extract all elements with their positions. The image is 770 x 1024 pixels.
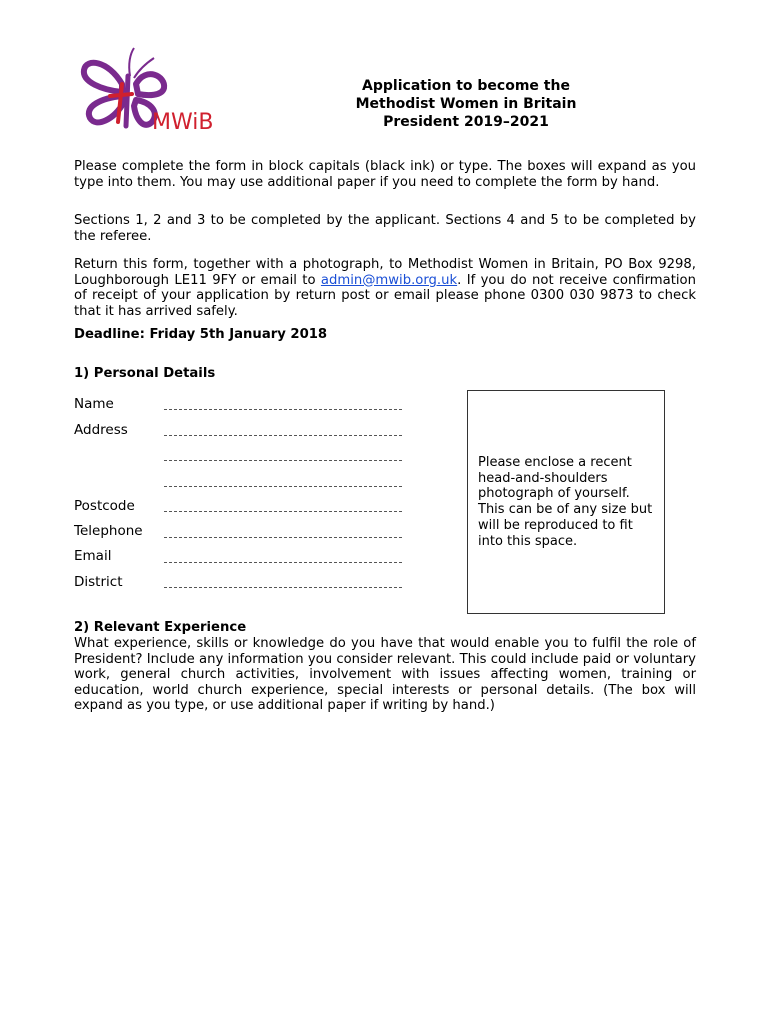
email-label: Email — [74, 548, 112, 564]
address-field-line-3[interactable] — [164, 486, 402, 487]
section-1-heading: 1) Personal Details — [74, 366, 216, 381]
address-field-line-1[interactable] — [164, 435, 402, 436]
title-line-3: President 2019–2021 — [383, 114, 549, 130]
return-text: Return this form, together with a photograph, to Methodist Women in Britain, PO Box 9298, Loughborough LE11 9FY or email to — [74, 257, 696, 288]
address-field-line-2[interactable] — [164, 460, 402, 461]
mwib-logo — [78, 46, 228, 138]
telephone-field[interactable] — [164, 537, 402, 538]
photo-box[interactable] — [467, 390, 665, 614]
logo-wordmark: MWiB — [152, 110, 214, 135]
email-link[interactable]: admin@mwib.org.uk — [320, 272, 458, 288]
section-2-heading: 2) Relevant Experience — [74, 620, 247, 635]
page-title — [300, 77, 632, 131]
deadline: Deadline: Friday 5th January 2018 — [74, 327, 328, 342]
telephone-label: Telephone — [74, 523, 143, 539]
postcode-label: Postcode — [74, 498, 135, 514]
section-2-description: What experience, skills or knowledge do you have that would enable you to fulfil the role of President? Include any information you consider relevant. This could include paid or voluntary work, general church activities, involvement with issues affecting women, training or education, world church experience, special interests or personal details. (The box will expand as you type, or use additional paper if writing by hand.) — [74, 636, 696, 714]
photo-instructions: Please enclose a recent head-and-shoulders photograph of yourself. This can be of any size but will be reproduced to fit into this space. — [478, 455, 653, 549]
district-field[interactable] — [164, 587, 402, 588]
postcode-field[interactable] — [164, 511, 402, 512]
name-field[interactable] — [164, 409, 402, 410]
confirmation-text: . If you do not receive confirmation of receipt of your application by return post or email please phone 0300 030 9873 to check that it has arrived safely. — [74, 272, 696, 319]
title-line-1: Application to become the — [362, 78, 570, 94]
intro-paragraph-3 — [74, 257, 696, 319]
name-label: Name — [74, 396, 114, 412]
email-field[interactable] — [164, 562, 402, 563]
district-label: District — [74, 574, 123, 590]
title-line-2: Methodist Women in Britain — [355, 96, 577, 112]
address-label: Address — [74, 422, 128, 438]
intro-paragraph-1: Please complete the form in block capitals (black ink) or type. The boxes will expand as you type into them. You may use additional paper if you need to complete the form by hand. — [74, 159, 696, 190]
intro-paragraph-2: Sections 1, 2 and 3 to be completed by the applicant. Sections 4 and 5 to be completed by the referee. — [74, 213, 696, 244]
